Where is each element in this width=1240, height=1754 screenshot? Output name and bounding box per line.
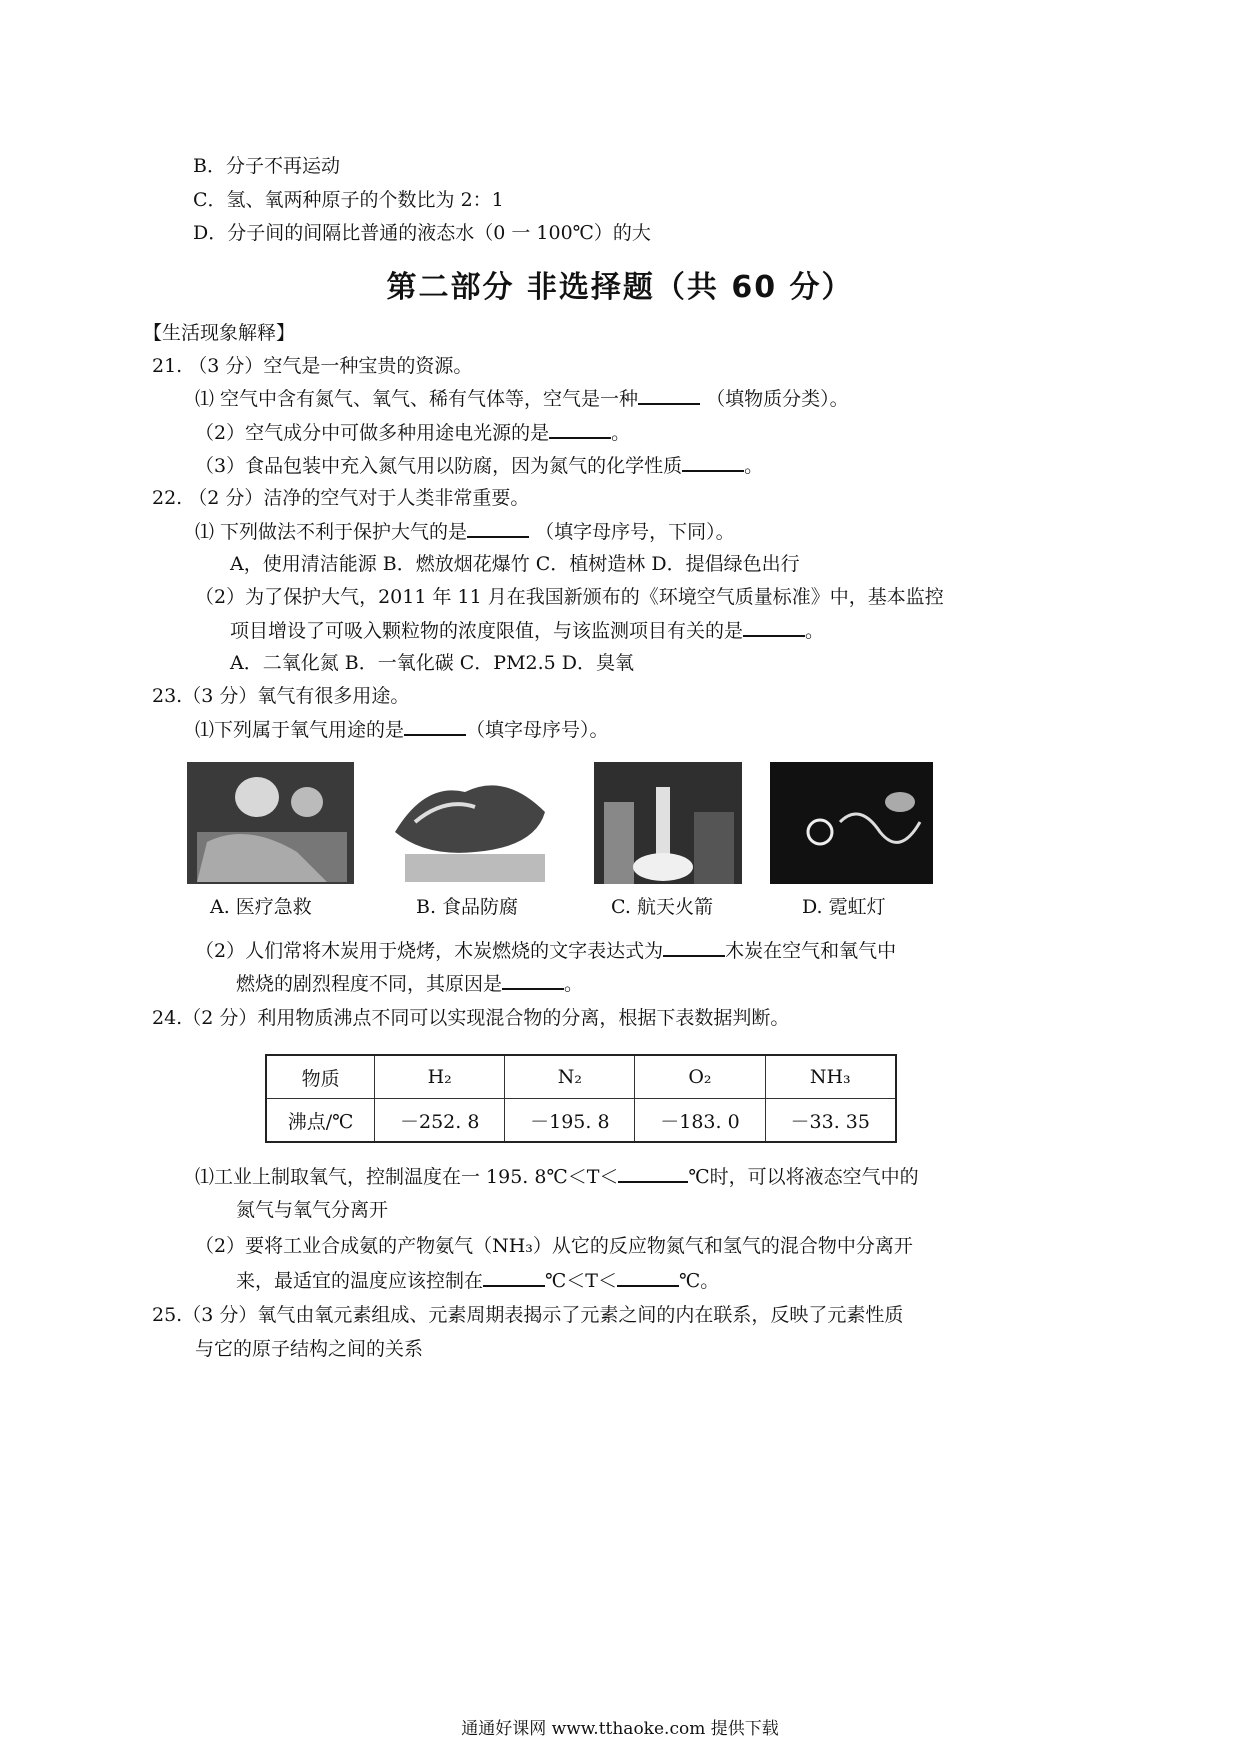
table-cell: －195. 8 [505, 1099, 635, 1143]
answer-blank[interactable] [618, 1163, 688, 1183]
caption-c: C. 航天火箭 [611, 896, 713, 918]
answer-blank[interactable] [549, 419, 611, 439]
table-cell: NH₃ [765, 1055, 896, 1099]
caption-b: B. 食品防腐 [416, 896, 519, 918]
neon-light-photo [770, 762, 933, 884]
answer-blank[interactable] [483, 1267, 545, 1287]
q21-stem: 21. （3 分）空气是一种宝贵的资源。 [152, 355, 473, 377]
answer-blank[interactable] [404, 716, 466, 736]
q23-part2: （2）人们常将木炭用于烧烤，木炭燃烧的文字表达式为 木炭在空气和氧气中 [195, 937, 896, 964]
table-cell: 物质 [266, 1055, 375, 1099]
q25-stem: 25.（3 分）氧气由氧元素组成、元素周期表揭示了元素之间的内在联系，反映了元素性质 [152, 1304, 904, 1326]
q24-part2: （2）要将工业合成氨的产物氨气（NH₃）从它的反应物氮气和氢气的混合物中分离开 [195, 1235, 913, 1257]
q21-part2: （2）空气成分中可做多种用途电光源的是 。 [195, 419, 630, 446]
answer-blank[interactable] [743, 617, 805, 637]
q22-stem: 22. （2 分）洁净的空气对于人类非常重要。 [152, 487, 530, 509]
table-cell: －252. 8 [375, 1099, 505, 1143]
table-cell: －183. 0 [635, 1099, 765, 1143]
q21-part3: （3）食品包装中充入氮气用以防腐，因为氮气的化学性质 。 [195, 452, 763, 479]
q24-stem: 24.（2 分）利用物质沸点不同可以实现混合物的分离，根据下表数据判断。 [152, 1007, 790, 1029]
rocket-photo [594, 762, 742, 884]
medical-rescue-photo [187, 762, 354, 884]
table-row [266, 1055, 896, 1099]
q24-part1-cont: 氮气与氧气分离开 [236, 1199, 389, 1221]
option-d: D．分子间的间隔比普通的液态水（0 一 100℃）的大 [193, 222, 651, 244]
answer-blank[interactable] [467, 518, 529, 538]
table-cell: H₂ [375, 1055, 505, 1099]
q22-part1-options: A，使用清洁能源 B．燃放烟花爆竹 C．植树造林 D．提倡绿色出行 [230, 553, 800, 575]
q25-stem-cont: 与它的原子结构之间的关系 [195, 1338, 424, 1360]
q23-part2-cont: 燃烧的剧烈程度不同，其原因是 。 [236, 970, 583, 997]
caption-a: A. 医疗急救 [210, 896, 312, 918]
answer-blank[interactable] [502, 970, 564, 990]
q24-part2-cont: 来，最适宜的温度应该控制在 ℃＜T＜ ℃。 [236, 1267, 719, 1294]
option-b: B．分子不再运动 [193, 155, 340, 177]
q23-stem: 23.（3 分）氧气有很多用途。 [152, 685, 410, 707]
q22-part2-cont: 项目增设了可吸入颗粒物的浓度限值，与该监测项目有关的是 。 [230, 617, 824, 644]
table-cell: －33. 35 [765, 1099, 896, 1143]
category-label: 【生活现象解释】 [143, 322, 296, 344]
q24-part1: ⑴工业上制取氧气，控制温度在一 195. 8℃＜T＜ ℃时，可以将液态空气中的 [195, 1163, 919, 1190]
boiling-point-table [265, 1054, 897, 1143]
table-cell: N₂ [505, 1055, 635, 1099]
answer-blank[interactable] [638, 385, 700, 405]
q23-part1: ⑴下列属于氧气用途的是 （填字母序号）。 [195, 716, 609, 743]
table-cell: O₂ [635, 1055, 765, 1099]
food-preservation-photo [385, 762, 555, 884]
q22-part2-options: A．二氧化氮 B．一氧化碳 C．PM2.5 D．臭氧 [230, 652, 635, 674]
section-title: 第二部分 非选择题（共 60 分） [386, 270, 854, 305]
caption-d: D. 霓虹灯 [802, 896, 886, 918]
answer-blank[interactable] [663, 937, 725, 957]
table-row [266, 1099, 896, 1143]
q22-part2: （2）为了保护大气，2011 年 11 月在我国新颁布的《环境空气质量标准》中，基本监控 [195, 586, 944, 608]
answer-blank[interactable] [617, 1267, 679, 1287]
page-footer: 通通好课网 www.tthaoke.com 提供下载 [461, 1719, 779, 1739]
q21-part1: ⑴ 空气中含有氮气、氧气、稀有气体等，空气是一种 （填物质分类）。 [195, 385, 849, 412]
answer-blank[interactable] [682, 452, 744, 472]
q22-part1: ⑴ 下列做法不利于保护大气的是 （填字母序号，下同）。 [195, 518, 735, 545]
table-cell: 沸点/℃ [266, 1099, 375, 1143]
option-c: C．氢、氧两种原子的个数比为 2：1 [193, 189, 504, 211]
